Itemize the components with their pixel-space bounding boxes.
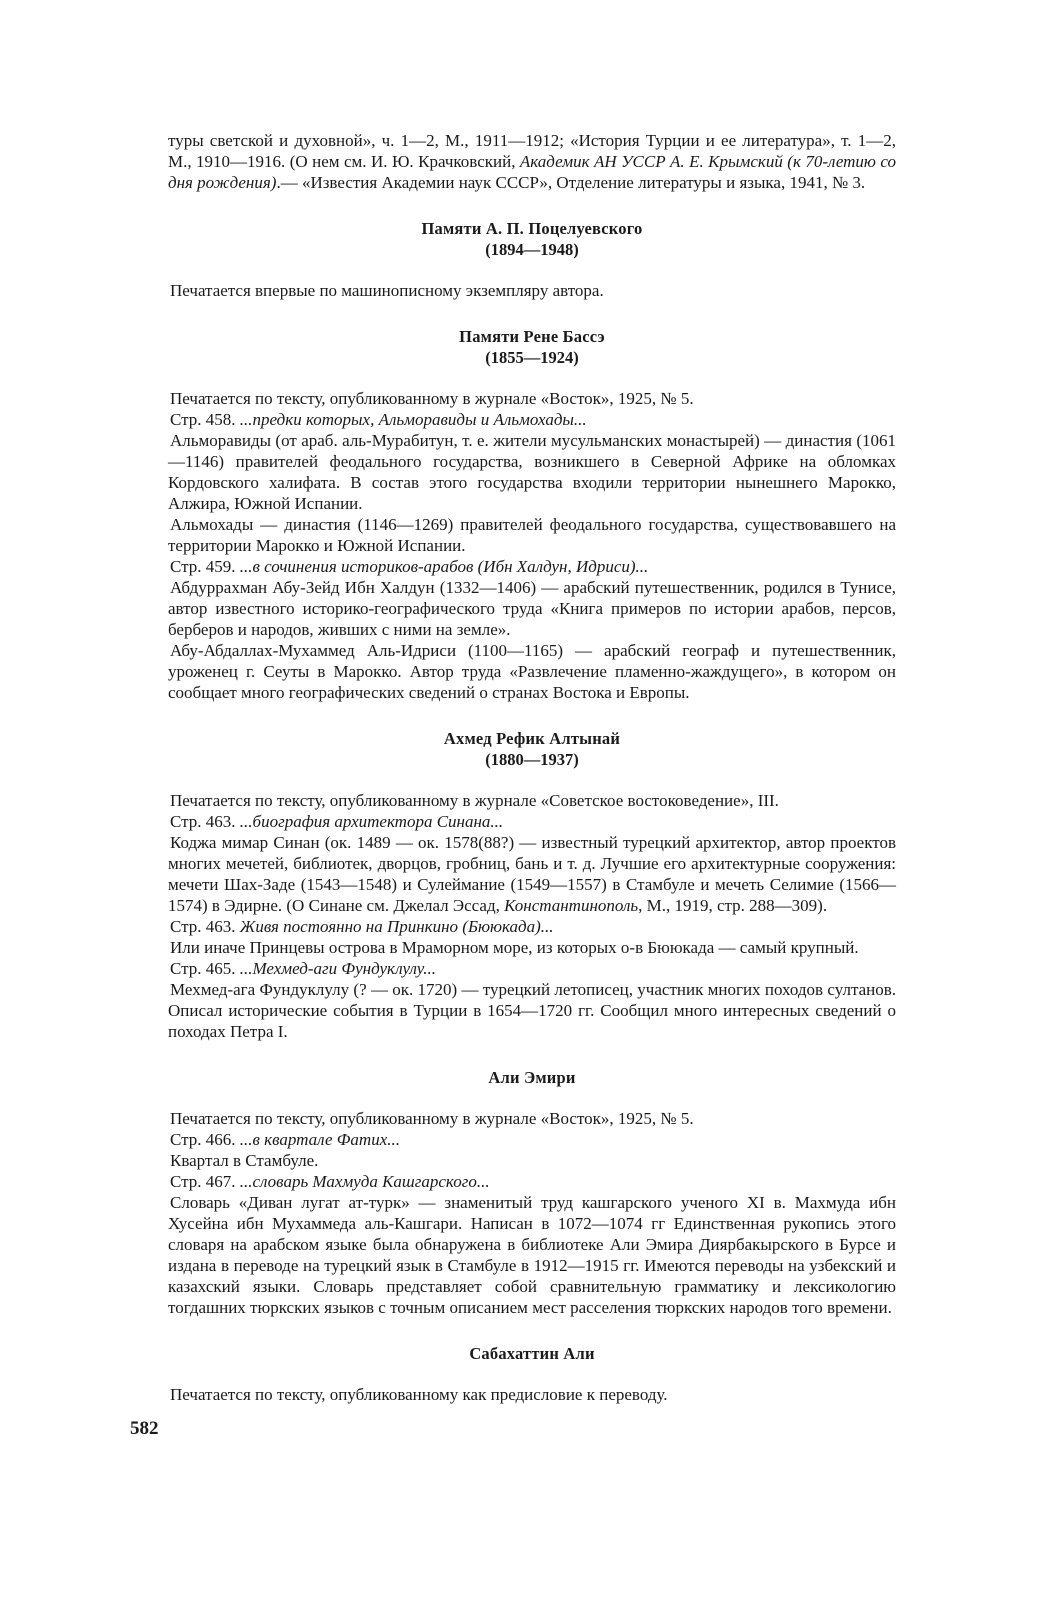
section-title: Памяти Рене Бассэ (459, 327, 605, 346)
section-years: (1880—1937) (485, 750, 579, 769)
ref-quote: ...в квартале Фатих... (239, 1130, 400, 1149)
ref-quote: ...Мехмед-аги Фундуклулу... (239, 959, 436, 978)
ref-page: Стр. 458. (170, 410, 240, 429)
paragraph: Квартал в Стамбуле. (170, 1151, 319, 1170)
section-ali-emiri (168, 1067, 896, 1318)
section-altinay (168, 728, 896, 1042)
ref-page: Стр. 459. (170, 557, 240, 576)
paragraph: Печатается по тексту, опубликованному в журнале «Восток», 1925, № 5. (170, 1109, 694, 1128)
page-reference (168, 556, 896, 577)
paragraph: Печатается по тексту, опубликованному как предисловие к переводу. (170, 1385, 668, 1404)
paragraph: Печатается впервые по машинописному экземпляру автора. (170, 281, 604, 300)
ref-quote: ...в сочинения историков-арабов (Ибн Халдун, Идриси)... (239, 557, 649, 576)
section-title: Сабахаттин Али (469, 1344, 595, 1363)
page-reference (168, 1129, 896, 1150)
paragraph (168, 832, 896, 916)
intro-text-2: .— «Известия Академии наук СССР», Отделение литературы и языка, 1941, № 3. (276, 173, 866, 192)
ref-page: Стр. 463. (170, 812, 240, 831)
section-title: Али Эмири (488, 1068, 576, 1087)
section-title: Памяти А. П. Поцелуевского (421, 219, 643, 238)
paragraph: Печатается по тексту, опубликованному в журнале «Восток», 1925, № 5. (170, 389, 694, 408)
paragraph: Или иначе Принцевы острова в Мраморном море, из которых о-в Бююкада — самый крупный. (170, 938, 859, 957)
intro-text-1: туры светской и духовной», ч. 1—2, М., 1911—1912; «История Турции и ее литература», т. 1—2, М., 1910—1916. (О нем см. И. Ю. Крачковский, (168, 131, 896, 171)
paragraph: Словарь «Диван лугат ат-турк» — знаменитый труд кашгарского ученого XI в. Махмуда ибн Хусейна ибн Мухаммеда аль-Кашгари. Написан в 1072—1074 гг Единственная рукопись этого словаря на арабском языке была обнаружена в библиотеке Али Эмира Диярбакырского в Бурсе и издана в переводе на турецкий язык в Стамбуле в 1912—1915 гг. Имеются переводы на узбекский и казахский языки. Словарь представляет собой сравнительную грамматику и лексикологию тогдашних тюркских языков с точным описанием мест расселения тюркских народов того времени. (168, 1193, 896, 1317)
paragraph: Альморавиды (от араб. аль-Мурабитун, т. е. жители мусульманских монастырей) — династия (1061—1146) правителей феодального государства, возникшего в Северной Африке на обломках Кордовского халифата. В состав этого государства входили территории нынешнего Марокко, Алжира, Южной Испании. (168, 431, 896, 513)
paragraph: Абдуррахман Абу-Зейд Ибн Халдун (1332—1406) — арабский путешественник, родился в Тунисе, автор известного историко-географического труда «Книга примеров по истории арабов, персов, берберов и народов, живших с ними на земле». (168, 578, 896, 639)
section-basset (168, 326, 896, 703)
intro-text (168, 130, 896, 193)
section-years: (1894—1948) (485, 240, 579, 259)
ref-quote: Живя постоянно на Принкино (Бююкада)... (239, 917, 554, 936)
section-years: (1855—1924) (485, 348, 579, 367)
ref-page: Стр. 466. (170, 1130, 240, 1149)
page-reference (168, 958, 896, 979)
paragraph: Абу-Абдаллах-Мухаммед Аль-Идриси (1100—1165) — арабский географ и путешественник, уроженец г. Сеуты в Марокко. Автор труда «Развлечение пламенно-жаждущего», в котором он сообщает много географических сведений о странах Востока и Европы. (168, 641, 896, 702)
ref-page: Стр. 463. (170, 917, 240, 936)
paragraph: Мехмед-ага Фундуклулу (? — ок. 1720) — турецкий летописец, участник многих походов султанов. Описал исторические события в Турции в 1654—1720 гг. Сообщил много интересных сведений о походах Петра I. (168, 980, 896, 1041)
intro-paragraph (168, 130, 896, 193)
section-potseluevsky (168, 218, 896, 301)
page-reference (168, 1171, 896, 1192)
section-title: Ахмед Рефик Алтынай (443, 729, 621, 748)
paragraph: Печатается по тексту, опубликованному в журнале «Советское востоковедение», III. (170, 791, 779, 810)
section-sabahattin-ali (168, 1343, 896, 1405)
page-number: 582 (130, 1418, 159, 1439)
paragraph: Альмохады — династия (1146—1269) правителей феодального государства, существовавшего на территории Марокко и Южной Испании. (168, 515, 896, 555)
page-reference (168, 409, 896, 430)
page-reference (168, 916, 896, 937)
ref-quote: ...словарь Махмуда Кашгарского... (239, 1172, 490, 1191)
ref-quote: ...биография архитектора Синана... (239, 812, 504, 831)
ref-page: Стр. 465. (170, 959, 240, 978)
page-body (168, 130, 896, 1405)
paragraph-text: Коджа мимар Синан (ок. 1489 — ок. 1578(88?) — известный турецкий архитектор, автор проектов многих мечетей, библиотек, дворцов, гробниц, бань и т. д. Лучшие его архитектурные сооружения: мечети Шах-Заде (1543—1548) и Сулеймание (1549—1557) в Стамбуле и мечеть Селимие (1566—1574) в Эдирне. (О Синане см. Джелал Эссад, (168, 833, 896, 915)
page-reference (168, 811, 896, 832)
ref-page: Стр. 467. (170, 1172, 240, 1191)
intro-italic-title: Академик АН УССР А. Е. Крымский (к 70-летию со дня рождения) (168, 152, 896, 192)
ref-quote: ...предки которых, Альморавиды и Альмохады... (239, 410, 587, 429)
paragraph-text: , М., 1919, стр. 288—309). (638, 896, 828, 915)
italic-title: Константинополь (504, 896, 639, 915)
